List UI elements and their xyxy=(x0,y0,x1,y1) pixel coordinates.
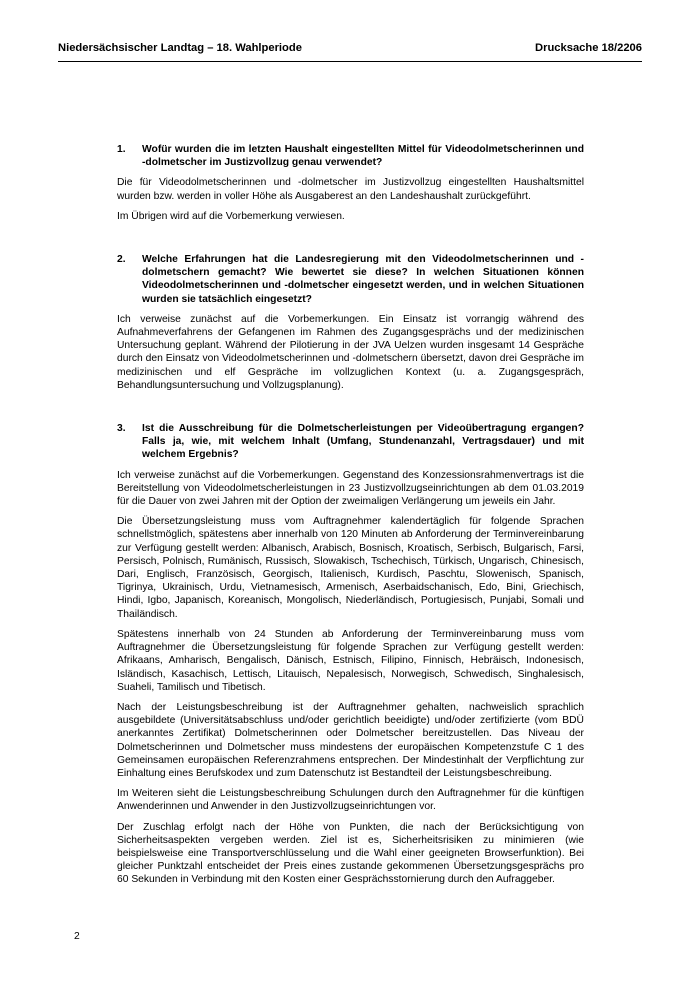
answer-paragraph: Ich verweise zunächst auf die Vorbemerkungen. Gegenstand des Konzessionsrahmenvertrags ist die Bereitstellung von Videodolmetscherleistungen in 23 Justizvollzugseinrichtungen ab dem 01.03.2019 für die Dauer von zwei Jahren mit der Option der zweimaligen Verlängerung um jeweils ein Jahr. xyxy=(117,469,584,508)
document-body xyxy=(117,143,584,894)
question-text: Welche Erfahrungen hat die Landesregierung mit den Videodolmetscherinnen und -dolmetschern gemacht? Wie bewertet sie diese? In welchen Situationen können Videodolmetscherinnen und -dolmetscher eingesetzt werden, und in welchen Situationen wurden sie tatsächlich eingesetzt? xyxy=(142,254,584,305)
question-text: Wofür wurden die im letzten Haushalt eingestellten Mittel für Videodolmetscherinnen und -dolmetscher im Justizvollzug genau verwendet? xyxy=(142,144,584,169)
answer-paragraph: Ich verweise zunächst auf die Vorbemerkungen. Ein Einsatz ist vorrangig während des Aufnahmeverfahrens der Gefangenen im Rahmen des Zugangsgesprächs und der medizinischen Untersuchung geplant. Während der Pilotierung in der JVA Uelzen wurden insgesamt 14 Gespräche durch den Einsatz von Videodolmetscherinnen und -dolmetschern übersetzt, davon drei Gespräche im medizinischen und elf Gespräche im vollzuglichen Kontext (u. a. Zugangsgespräch, Behandlungsuntersuchung und Vollzugsplanung). xyxy=(117,313,584,391)
answer-paragraph: Im Weiteren sieht die Leistungsbeschreibung Schulungen durch den Auftragnehmer für die künftigen Anwenderinnen und Anwender in den Justizvollzugseinrichtungen vor. xyxy=(117,788,584,813)
answer-paragraph: Nach der Leistungsbeschreibung ist der Auftragnehmer gehalten, nachweislich sprachlich ausgebildete (Universitätsabschluss und/oder gerichtlich beeidigte) und/oder zertifizierte (vom BDÜ anerkanntes Zertifikat) Dolmetscherinnen oder Dolmetscher bereitzustellen. Das Niveau der Dolmetscherinnen und Dolmetscher muss mindestens der europäischen Kompetenzstufe C 1 des Gemeinsamen europäischen Referenzrahmens entsprechen. Der Mindestinhalt der Verpflichtung zur Einhaltung eines Berufskodex und zum Datenschutz ist Bestandteil der Leistungsbeschreibung. xyxy=(117,701,584,779)
header-divider xyxy=(58,61,642,62)
answer-paragraph: Die Übersetzungsleistung muss vom Auftragnehmer kalendertäglich für folgende Sprachen schnellstmöglich, spätestens aber innerhalb von 120 Minuten ab Anforderung der Terminvereinbarung zur Verfügung gestellt werden: Albanisch, Arabisch, Bosnisch, Kroatisch, Serbisch, Bulgarisch, Farsi, Persisch, Polnisch, Rumänisch, Russisch, Slowakisch, Tschechisch, Türkisch, Ungarisch, Chinesisch, Dari, Englisch, Französisch, Georgisch, Italienisch, Kurdisch, Paschtu, Slowenisch, Spanisch, Tigrinya, Ukrainisch, Urdu, Vietnamesisch, Armenisch, Aserbaidschanisch, Edo, Bini, Griechisch, Hindi, Igbo, Japanisch, Koreanisch, Mongolisch, Niederländisch, Portugiesisch, Punjabi, Somali und Thailändisch. xyxy=(117,516,584,620)
page-number: 2 xyxy=(74,931,80,942)
question-text: Ist die Ausschreibung für die Dolmetscherleistungen per Videoübertragung ergangen? Falls ja, wie, mit welchem Inhalt (Umfang, Stundenanzahl, Vertragsdauer) und mit welchem Ergebnis? xyxy=(142,423,584,461)
question-3 xyxy=(117,422,584,462)
answer-paragraph: Die für Videodolmetscherinnen und -dolmetscher im Justizvollzug eingestellten Haushaltsmittel wurden bzw. werden in voller Höhe als Ausgaberest an den Landeshaushalt zurückgeführt. xyxy=(117,177,584,202)
header-parliament-title: Niedersächsischer Landtag – 18. Wahlperiode xyxy=(58,42,302,54)
question-number: 2. xyxy=(117,254,126,266)
answer-paragraph: Spätestens innerhalb von 24 Stunden ab Anforderung der Terminvereinbarung muss vom Auftragnehmer die Übersetzungsleistung für folgende Sprachen zur Verfügung gestellt werden: Afrikaans, Amharisch, Bengalisch, Dänisch, Estnisch, Filipino, Finnisch, Hebräisch, Indonesisch, Isländisch, Kasachisch, Lettisch, Litauisch, Nepalesisch, Norwegisch, Schwedisch, Singhalesisch, Suaheli, Tamilisch und Tibetisch. xyxy=(117,628,584,693)
header-document-number: Drucksache 18/2206 xyxy=(535,42,642,54)
question-number: 1. xyxy=(117,144,126,155)
question-2 xyxy=(117,253,584,306)
answer-paragraph: Der Zuschlag erfolgt nach der Höhe von Punkten, die nach der Berücksichtigung von Sicherheitsaspekten vergeben werden. Ziel ist es, Sicherheitsrisiken zu minimieren (wie beispielsweise eine Transportverschlüsselung und die Wahl einer geeigneten Browserfunktion). Bei gleicher Punktzahl entscheidet der Preis eines zustande gekommenen Übersetzungsgesprächs pro 60 Sekunden in Verbindung mit den Kosten einer Gesprächsstornierung durch den Aufraggeber. xyxy=(117,821,584,886)
question-1 xyxy=(117,143,584,169)
question-number: 3. xyxy=(117,423,126,435)
page-header xyxy=(58,38,642,60)
answer-paragraph: Im Übrigen wird auf die Vorbemerkung verwiesen. xyxy=(117,210,345,222)
